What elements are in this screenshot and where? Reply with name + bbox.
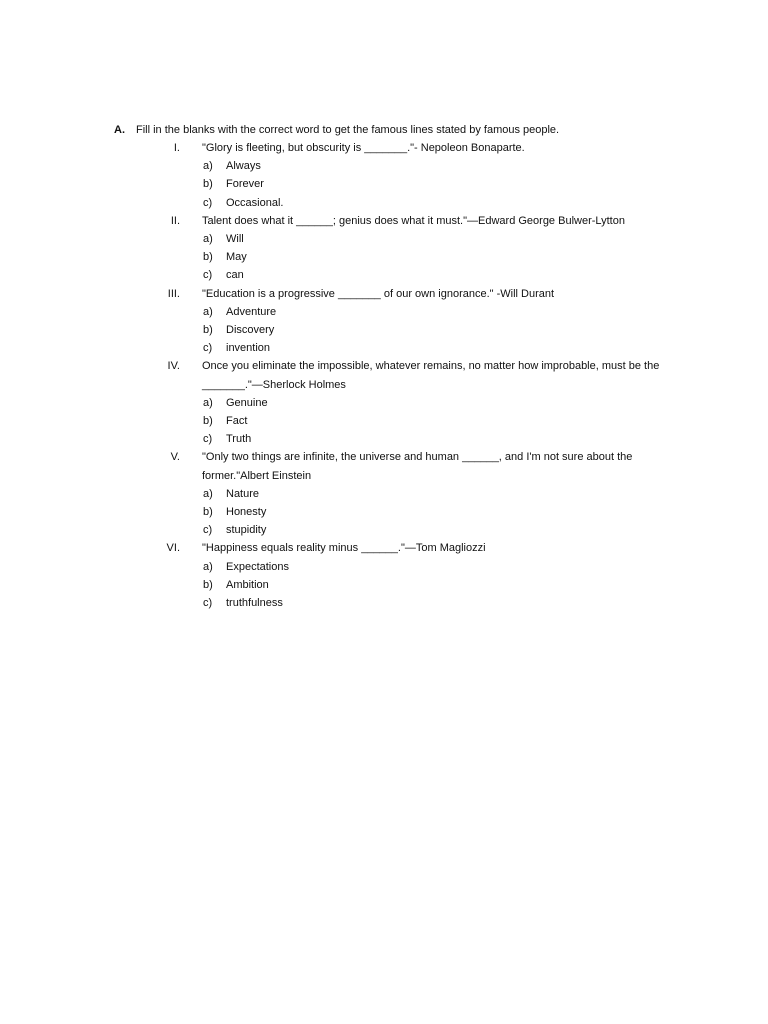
option-list [114,485,714,540]
option-item [114,394,714,412]
question-text: Once you eliminate the impossible, whatever remains, no matter how improbable, must be the _______."—Sherlock Holmes [202,360,660,391]
option-text: Expectations [226,560,289,573]
option-letter: c) [203,269,213,282]
question-list [114,139,714,612]
option-letter: a) [203,160,213,173]
question-item [114,448,714,539]
question-number [114,139,180,157]
question-number-label: III. [167,287,180,300]
option-text: Ambition [226,578,269,591]
option-letter: c) [203,196,213,209]
option-item [114,339,714,357]
option-text: Genuine [226,396,268,409]
option-letter: b) [203,415,213,428]
option-text: Nature [226,487,260,500]
question-row [114,448,714,484]
question-number [114,539,180,557]
option-item [114,248,714,266]
section-header [114,121,714,139]
option-text: stupidity [226,524,267,537]
question-row [114,212,714,230]
option-letter: b) [203,578,213,591]
option-letter: b) [203,251,213,264]
option-text: invention [226,342,271,355]
option-letter: a) [203,487,213,500]
option-text: Forever [226,178,264,191]
option-item [114,576,714,594]
option-letter: b) [203,178,213,191]
option-letter: a) [203,396,213,409]
question-item [114,285,714,358]
option-item [114,266,714,284]
question-number-label: I. [173,142,180,154]
option-text: Truth [226,433,252,446]
question-text: Talent does what it ______; genius does what it must."—Edward George Bulwer-Lytton [202,214,625,227]
question-row [114,539,714,557]
option-item [114,430,714,448]
section-a [114,121,714,612]
option-item [114,503,714,521]
question-item [114,357,714,448]
section-letter: A. [114,124,125,136]
option-item [114,303,714,321]
option-text: May [226,251,247,264]
question-number [114,285,180,303]
option-item [114,194,714,212]
option-letter: b) [203,324,213,337]
option-text: Fact [226,415,248,428]
question-row [114,357,714,393]
question-item [114,539,714,612]
option-item [114,321,714,339]
option-item [114,230,714,248]
option-item [114,521,714,539]
question-number [114,357,180,393]
option-text: Honesty [226,506,267,519]
question-number [114,212,180,230]
option-item [114,558,714,576]
option-list [114,157,714,212]
option-letter: a) [203,305,213,318]
question-row [114,285,714,303]
option-list [114,230,714,285]
option-text: Will [226,233,244,246]
option-list [114,558,714,613]
option-letter: c) [203,597,213,610]
option-item [114,412,714,430]
option-letter: c) [203,342,213,355]
option-text: Occasional. [226,196,284,209]
option-list [114,303,714,358]
question-item [114,212,714,285]
option-text: Always [226,160,261,173]
section-instruction: Fill in the blanks with the correct word to get the famous lines stated by famous people. [136,124,560,136]
option-text: Adventure [226,305,277,318]
option-letter: c) [203,524,213,537]
option-item [114,594,714,612]
question-number-label: VI. [166,542,180,555]
option-letter: a) [203,233,213,246]
question-text: "Glory is fleeting, but obscurity is _______."- Nepoleon Bonaparte. [202,142,525,154]
question-row [114,139,714,157]
option-text: Discovery [226,324,275,337]
question-number-label: II. [170,214,180,227]
option-item [114,485,714,503]
option-letter: c) [203,433,213,446]
option-text: truthfulness [226,597,283,610]
option-letter: a) [203,560,213,573]
option-list [114,394,714,449]
question-item [114,139,714,212]
option-text: can [226,269,244,282]
option-item [114,157,714,175]
question-text: "Happiness equals reality minus ______."—Tom Magliozzi [202,542,486,555]
question-text: "Education is a progressive _______ of our own ignorance." -Will Durant [202,287,555,300]
option-item [114,175,714,193]
question-number-label: V. [170,451,180,464]
question-number-label: IV. [167,360,180,373]
question-text: "Only two things are infinite, the universe and human ______, and I'm not sure about the former."Albert Einstein [202,451,633,482]
option-letter: b) [203,506,213,519]
question-number [114,448,180,484]
